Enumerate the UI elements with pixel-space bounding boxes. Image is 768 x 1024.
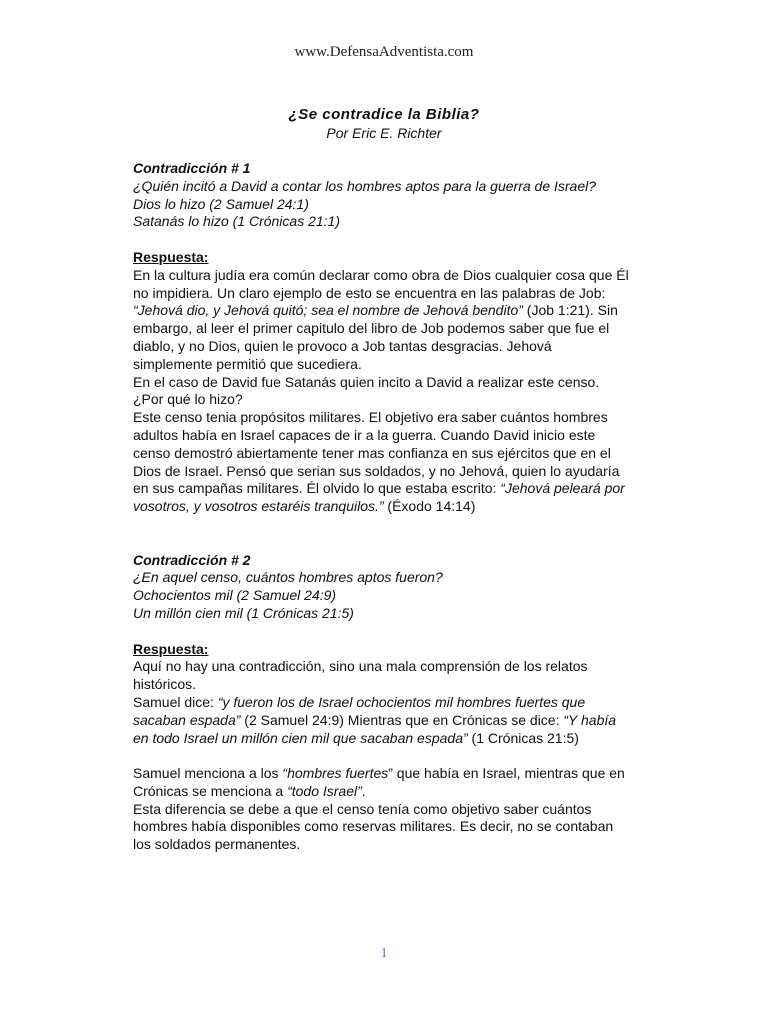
text-span: (Job 1:21). Sin embargo, al leer el primer capitulo del libro de Job podemos saber que fue el diablo, y no Dios, quien le provoco a Job tantas desgracias. Jehová simplemente permitió que sucediera. <box>133 302 618 372</box>
contradiction-2-paragraph-4: Esta diferencia se debe a que el censo tenía como objetivo saber cuántos hombres había disponibles como reservas militares. Es decir, no se contaban los soldados permanentes. <box>133 800 614 853</box>
contradiction-1-question: ¿Quién incitó a David a contar los hombres aptos para la guerra de Israel? <box>133 177 597 194</box>
contradiction-2-answer-label: Respuesta: <box>133 640 209 657</box>
document-body <box>133 160 633 854</box>
contradiction-1-answer-label: Respuesta: <box>133 248 209 265</box>
contradiction-2-option-b: Un millón cien mil (1 Crónicas 21:5) <box>133 604 354 621</box>
quote-span: “Jehová dio, y Jehová quitó; sea el nombre de Jehová bendito” <box>133 302 523 319</box>
contradiction-1-heading: Contradicción # 1 <box>133 160 251 176</box>
text-span: ” que había en Israel, mientras que en Crónicas se menciona a <box>133 765 625 799</box>
text-span: En la cultura judía era común declarar como obra de Dios cualquier cosa que Él no impidiera. Un claro ejemplo de esto se encuentra en las palabras de Job: <box>133 266 629 301</box>
quote-span: “Jehová peleará por vosotros, y vosotros estaréis tranquilos.” <box>133 480 625 515</box>
text-span: (Éxodo 14:14) <box>383 498 476 515</box>
quote-span: “todo Israel” <box>287 782 362 799</box>
contradiction-1-paragraph-1 <box>133 267 633 374</box>
quote-span: “hombres fuertes <box>282 765 389 782</box>
text-span: (2 Samuel 24:9) Mientras que en Crónicas se dice: <box>240 711 564 728</box>
contradiction-2-paragraph-1: Aquí no hay una contradicción, sino una mala comprensión de los relatos históricos. <box>133 658 588 693</box>
contradiction-1-paragraph-3 <box>133 409 633 516</box>
text-span: Samuel menciona a los <box>133 765 283 782</box>
quote-span: “y fueron los de Israel ochocientos mil hombres fuertes que sacaban espada” <box>133 693 586 728</box>
site-url-header[interactable]: www.DefensaAdventista.com <box>294 44 474 60</box>
contradiction-2-paragraph-3 <box>133 765 633 801</box>
text-span: (1 Crónicas 21:5) <box>467 729 579 746</box>
text-span: Samuel dice: <box>133 693 218 710</box>
text-span: Este censo tenia propósitos militares. El objetivo era saber cuántos hombres adultos había en Israel capaces de ir a la guerra. Cuando David inicio este censo demostró abiertamente tener mas confianza en sus ejércitos que en el Dios de Israel. Pensó que serian sus soldados, y no Jehová, quien lo ayudaría en sus campañas militares. Él olvido lo que estaba escrito: <box>133 409 620 497</box>
text-span: . <box>361 782 366 799</box>
page-number: 1 <box>380 946 388 961</box>
document-title: ¿Se contradice la Biblia? <box>288 106 480 123</box>
contradiction-2-paragraph-2 <box>133 694 633 747</box>
contradiction-1-paragraph-2: En el caso de David fue Satanás quien incito a David a realizar este censo. ¿Por qué lo hizo? <box>133 373 600 408</box>
contradiction-1-option-b: Satanás lo hizo (1 Crónicas 21:1) <box>133 213 340 230</box>
contradiction-2-question: ¿En aquel censo, cuántos hombres aptos fueron? <box>133 569 443 586</box>
contradiction-2-option-a: Ochocientos mil (2 Samuel 24:9) <box>133 587 337 604</box>
contradiction-2-heading: Contradicción # 2 <box>133 551 251 568</box>
contradiction-1-option-a: Dios lo hizo (2 Samuel 24:1) <box>133 195 309 212</box>
document-author: Por Eric E. Richter <box>326 125 442 141</box>
quote-span: “Y había en todo Israel un millón cien mil que sacaban espada” <box>133 711 617 746</box>
